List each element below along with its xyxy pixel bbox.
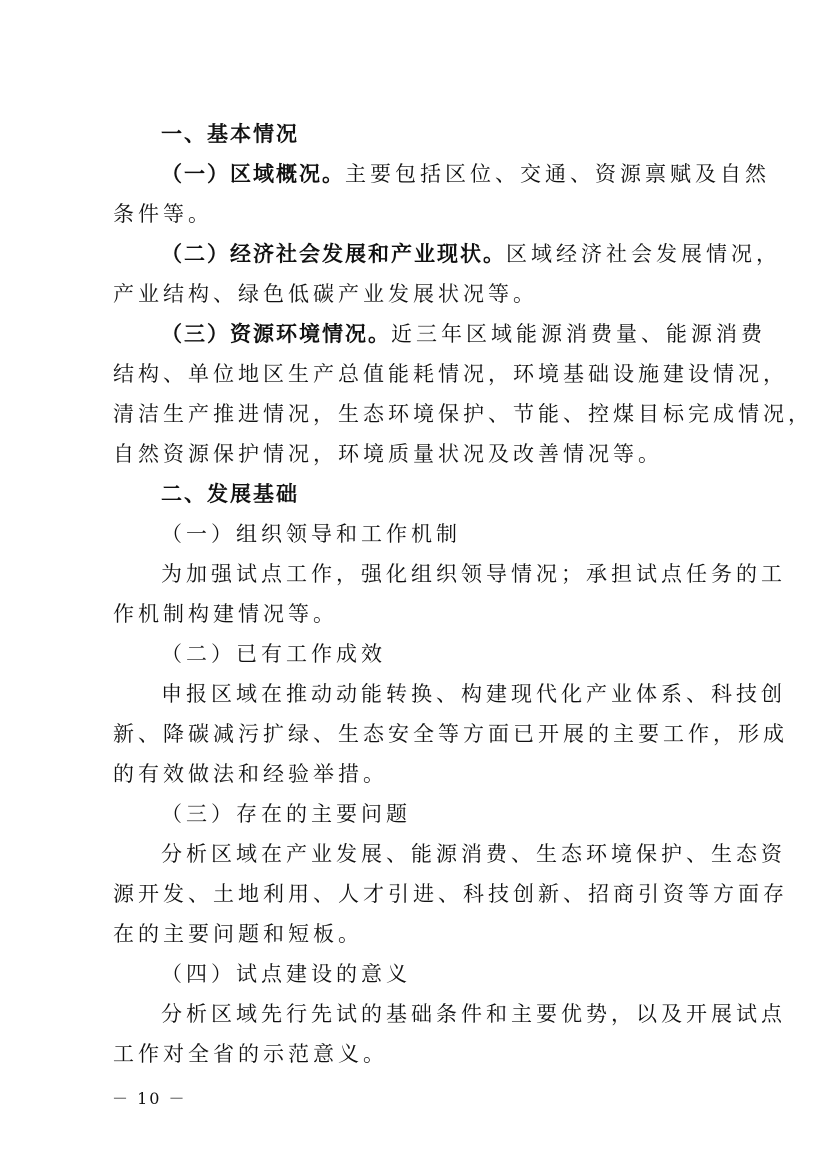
subsection-heading-organization: （一）组织领导和工作机制: [161, 522, 461, 546]
document-body: [113, 114, 813, 1074]
paragraph-line: 作机制构建情况等。: [113, 602, 338, 626]
paragraph-line: 源开发、土地利用、人才引进、科技创新、招商引资等方面存: [113, 882, 788, 906]
subsection-heading-significance: （四）试点建设的意义: [161, 962, 411, 986]
paragraph-line: 自然资源保护情况，环境质量状况及改善情况等。: [113, 442, 663, 466]
paragraph-line: 结构、单位地区生产总值能耗情况，环境基础设施建设情况，: [113, 362, 788, 386]
paragraph-title: （三）资源环境情况。: [161, 322, 391, 346]
paragraph-line: 工作对全省的示范意义。: [113, 1042, 388, 1066]
paragraph-line: 为加强试点工作，强化组织领导情况；承担试点任务的工: [161, 562, 786, 586]
subsection-heading-achievements: （二）已有工作成效: [161, 642, 386, 666]
subsection-heading-problems: （三）存在的主要问题: [161, 802, 411, 826]
paragraph-text: 近三年区域能源消费量、能源消费: [391, 322, 766, 346]
paragraph-region-overview: [113, 154, 770, 194]
paragraph-line: 的有效做法和经验举措。: [113, 762, 388, 786]
paragraph-resource-environment: [113, 314, 766, 354]
paragraph-title: （二）经济社会发展和产业现状。: [161, 242, 506, 266]
paragraph-line: 产业结构、绿色低碳产业发展状况等。: [113, 282, 538, 306]
section-heading-basic-info: 一、基本情况: [161, 122, 299, 146]
paragraph-text: 主要包括区位、交通、资源禀赋及自然: [345, 162, 770, 186]
paragraph-text: 区域经济社会发展情况，: [506, 242, 781, 266]
paragraph-line: 分析区域在产业发展、能源消费、生态环境保护、生态资: [161, 842, 786, 866]
paragraph-line: 申报区域在推动动能转换、构建现代化产业体系、科技创: [161, 682, 786, 706]
page-number: － 10 －: [112, 1089, 187, 1108]
paragraph-economy-industry: [113, 234, 781, 274]
paragraph-line: 清洁生产推进情况，生态环境保护、节能、控煤目标完成情况，: [113, 402, 813, 426]
paragraph-line: 新、降碳减污扩绿、生态安全等方面已开展的主要工作，形成: [113, 722, 788, 746]
paragraph-line: 分析区域先行先试的基础条件和主要优势，以及开展试点: [161, 1002, 786, 1026]
section-heading-development-basis: 二、发展基础: [161, 482, 299, 506]
paragraph-title: （一）区域概况。: [161, 162, 345, 186]
paragraph-line: 在的主要问题和短板。: [113, 922, 363, 946]
paragraph-line: 条件等。: [113, 202, 213, 226]
